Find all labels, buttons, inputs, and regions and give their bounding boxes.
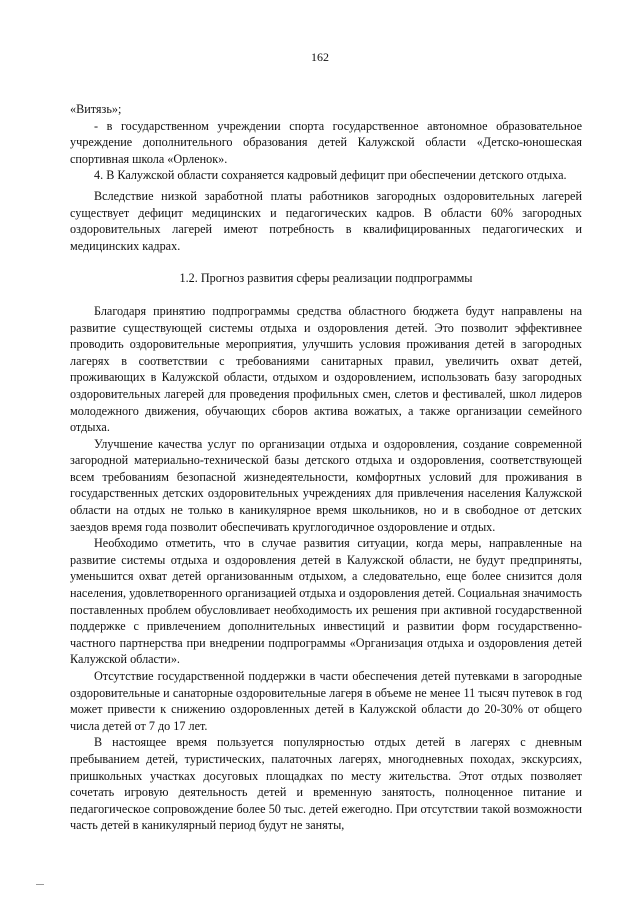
page-number: 162: [311, 50, 329, 64]
paragraph: - в государственном учреждении спорта государственное автономное образовательное учреждение дополнительного образования детей Калужской области «Детско-юношеская спортивная школа «Орленок».: [70, 118, 582, 166]
scan-mark: [36, 884, 44, 885]
section-heading: 1.2. Прогноз развития сферы реализации подпрограммы: [179, 271, 473, 286]
page-content: [70, 101, 582, 834]
paragraph: Улучшение качества услуг по организации отдыха и оздоровления, создание современной загородной материально-технической базы детского отдыха и оздоровления, соответствующей всем требованиям безопасной жизнедеятельности, комфортных условий для проживания в государственных детских оздоровительных учреждениях для привлечения населения Калужской области на отдых не только в каникулярное время школьников, но и в свободное от детских заездов время года позволит обеспечивать круглогодичное оздоровление и отдых.: [70, 436, 582, 534]
paragraph: Благодаря принятию подпрограммы средства областного бюджета будут направлены на развитие существующей системы отдыха и оздоровления детей. Это позволит эффективнее проводить оздоровительные мероприятия, улучшить условия проживания детей в загородных лагерях в соответствии с требованиями санитарных правил, увеличить охват детей, проживающих в Калужской области, отдыхом и оздоровлением, использовать базу загородных оздоровительных лагерей для проведения профильных смен, слетов и фестивалей, школ лидеров молодежного движения, обучающих сборов актива вожатых, а также организации семейного отдыха.: [70, 303, 582, 435]
paragraph: «Витязь»;: [70, 102, 122, 116]
paragraph: Вследствие низкой заработной платы работников загородных оздоровительных лагерей существует дефицит медицинских и педагогических кадров. В области 60% загородных оздоровительных лагерей имеют потребность в квалифицированных педагогических и медицинских кадрах.: [70, 188, 582, 253]
paragraph: Необходимо отметить, что в случае развития ситуации, когда меры, направленные на развитие системы отдыха и оздоровления детей в Калужской области, не будут предприняты, уменьшится охват детей организованным отдыхом, а следовательно, еще более снизится доля населения, удовлетворенного организацией отдыха и оздоровления детей. Социальная значимость поставленных проблем обусловливает необходимость их решения при активной государственной поддержке с привлечением дополнительных инвестиций и развитии форм государственно-частного партнерства при внедрении подпрограммы «Организация отдыха и оздоровления детей Калужской области».: [70, 536, 582, 667]
paragraph: 4. В Калужской области сохраняется кадровый дефицит при обеспечении детского отдыха.: [94, 168, 567, 183]
paragraph: В настоящее время пользуется популярностью отдых детей в лагерях с дневным пребыванием детей, туристических, палаточных лагерях, многодневных походах, экскурсиях, пришкольных участках досуговых площадках по месту жительства. Этот отдых позволяет сочетать игровую деятельность детей и временную занятость, полноценное питание и педагогическое сопровождение более 50 тыс. детей ежегодно. При отсутствии такой возможности часть детей в каникулярный период будут не заняты,: [70, 735, 582, 833]
paragraph: Отсутствие государственной поддержки в части обеспечения детей путевками в загородные оздоровительные и санаторные оздоровительные лагеря в объеме не менее 11 тысяч путевок в год может привести к снижению оздоровленных детей в Калужской области до 20-30% от общего числа детей от 7 до 17 лет.: [70, 669, 582, 733]
